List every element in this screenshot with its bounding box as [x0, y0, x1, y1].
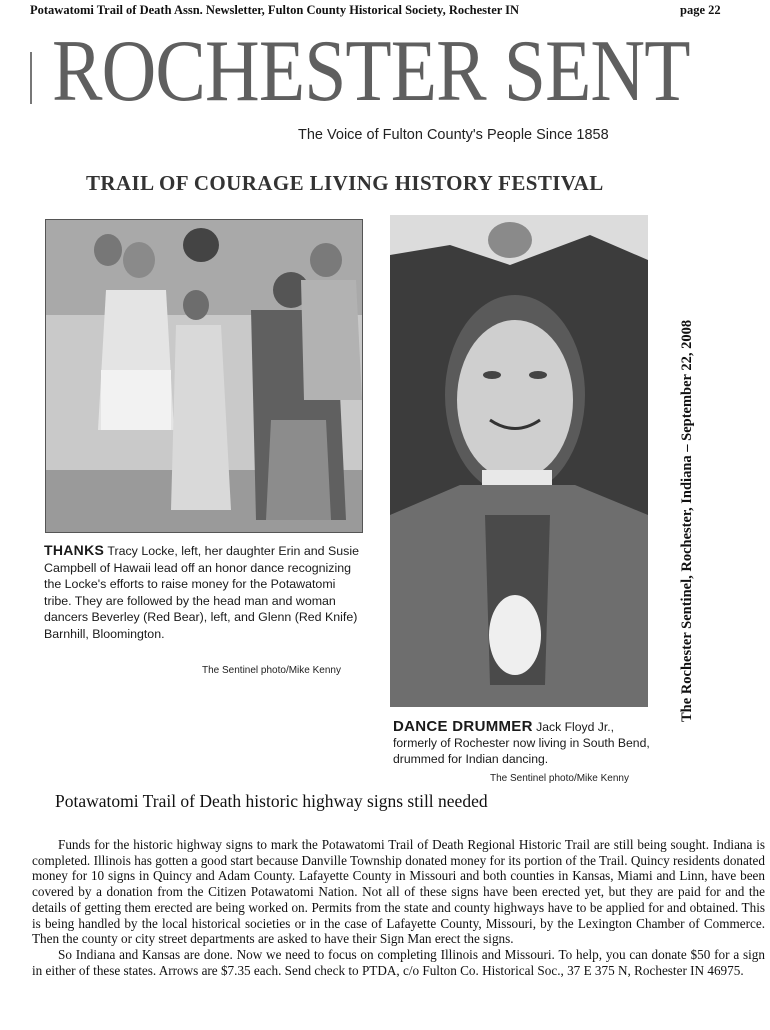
article-title: Potawatomi Trail of Death historic highway signs still needed — [55, 791, 488, 811]
newsletter-header: Potawatomi Trail of Death Assn. Newsletter, Fulton County Historical Society, Rochester IN — [30, 3, 520, 17]
honor-dance-caption — [44, 542, 362, 642]
honor-dance-photo-image — [46, 220, 362, 532]
dance-drummer-photo-credit: The Sentinel photo/Mike Kenny — [490, 773, 629, 784]
honor-dance-photo-credit: The Sentinel photo/Mike Kenny — [202, 665, 341, 676]
dance-drummer-photo-image — [390, 215, 648, 707]
honor-dance-caption-text: Tracy Locke, left, her daughter Erin and Susie Campbell of Hawaii lead off an honor dance recognizing the Locke's efforts to raise money for the Potawatomi tribe. They are followed by the head man and woman dancers Beverley (Red Bear), left, and Glenn (Red Knife) Barnhill, Bloomington. — [44, 544, 359, 641]
masthead-rule — [30, 52, 32, 104]
dance-drummer-caption — [393, 719, 653, 767]
honor-dance-caption-lead: THANKS — [44, 542, 105, 558]
article-body — [32, 837, 765, 978]
newspaper-masthead: ROCHESTER SENT — [52, 23, 690, 120]
source-citation-text: The Rochester Sentinel, Rochester, Indiana – September 22, 2008 — [679, 319, 695, 722]
masthead-tagline: The Voice of Fulton County's People Since 1858 — [298, 127, 609, 143]
dance-drummer-caption-text: Jack Floyd Jr., formerly of Rochester now living in South Bend, drummed for Indian dancing. — [393, 720, 650, 766]
page-number: page 22 — [680, 3, 721, 17]
dance-drummer-caption-lead: DANCE DRUMMER — [393, 718, 533, 735]
article-paragraph: So Indiana and Kansas are done. Now we need to focus on completing Illinois and Missouri. To help, you can donate $50 for a sign in either of these states. Arrows are $7.35 each. Send check to PTDA, c/o Fulton Co. Historical Soc., 37 E 375 N, Rochester IN 46975. — [32, 946, 765, 978]
article-paragraph: Funds for the historic highway signs to mark the Potawatomi Trail of Death Regional Historic Trail are still being sought. Indiana is completed. Illinois has gotten a good start because Danville Township donated money for its portion of the Trail. Quincy residents donated money for 10 signs in Quincy and Adam County. Lafayette County in Missouri and both counties in Kansas, Miami and Linn, have been covered by a donation from the Citizen Potawatomi Nation. Not all of these signs have been erected yet, but they are paid for and the details of getting them erected are being worked on. Permits from the state and county highways have to be applied for and obtained. This is being handled by the local historical societies or in the case of Lafayette County, Missouri, by the Lexington Chamber of Commerce. Then the county or city street departments are asked to have their Sign Man erect the signs. — [32, 837, 765, 947]
honor-dance-photo — [45, 219, 363, 533]
dance-drummer-photo — [390, 215, 648, 707]
source-citation — [673, 270, 709, 720]
festival-headline: TRAIL OF COURAGE LIVING HISTORY FESTIVAL — [86, 171, 604, 195]
